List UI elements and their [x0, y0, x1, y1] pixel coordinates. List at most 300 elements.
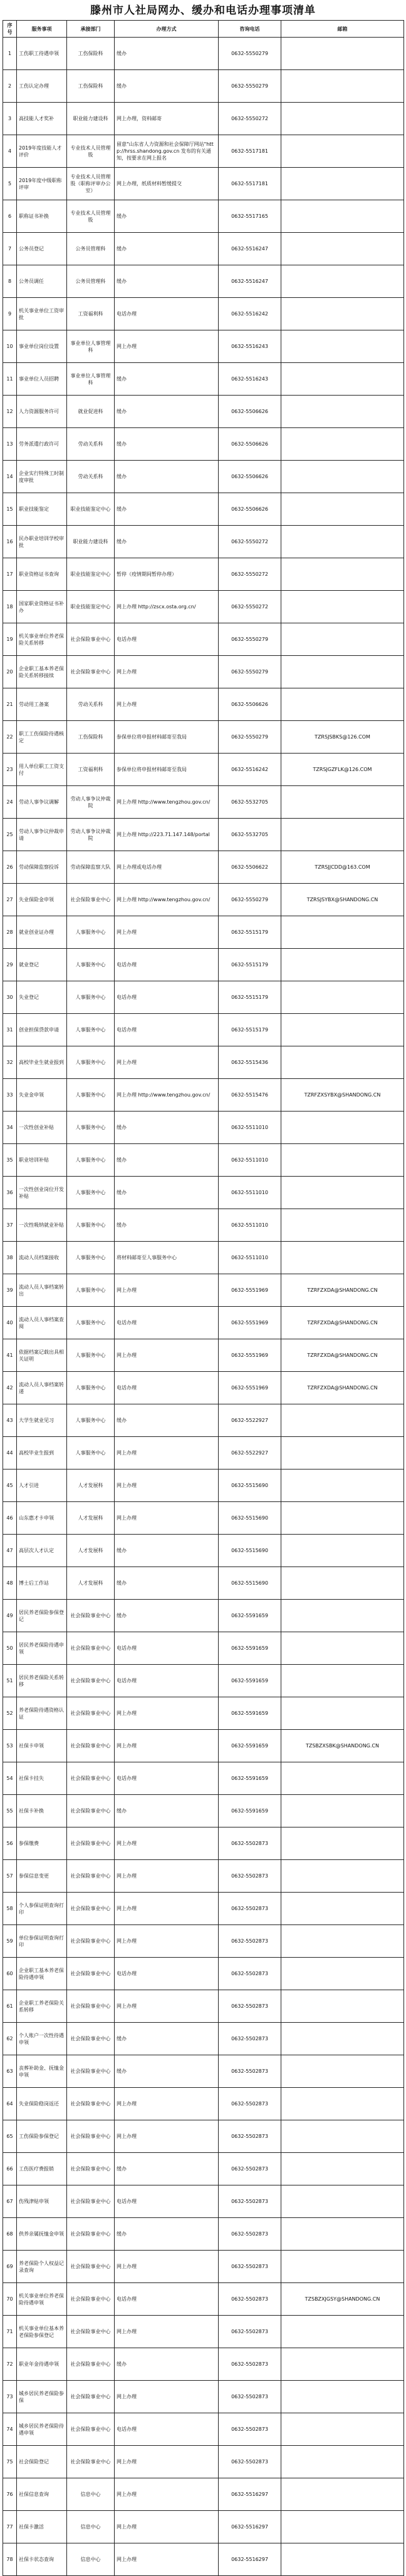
row-number: 75	[3, 2446, 17, 2478]
email	[281, 1242, 404, 1274]
email: TZRSJSYBX@SHANDONG.CN	[281, 884, 404, 916]
email	[281, 786, 404, 819]
row-number: 31	[3, 1014, 17, 1046]
row-number: 7	[3, 233, 17, 265]
email	[281, 38, 404, 70]
table-row	[3, 884, 404, 916]
handling-method: 缓办	[115, 461, 219, 493]
row-number: 65	[3, 2120, 17, 2153]
department: 社会保险事业中心	[67, 1958, 115, 1990]
phone-number: 0632-5511010	[219, 1177, 281, 1209]
service-item: 就业创业证办理	[17, 916, 67, 949]
email	[281, 1600, 404, 1632]
phone-number: 0632-5516242	[219, 754, 281, 786]
phone-number: 0632-5550279	[219, 70, 281, 103]
phone-number: 0632-5550272	[219, 591, 281, 623]
email	[281, 981, 404, 1014]
row-number: 22	[3, 721, 17, 754]
department: 人事服务中心	[67, 1307, 115, 1339]
service-item: 伤残津贴申领	[17, 2185, 67, 2218]
row-number: 34	[3, 1112, 17, 1144]
department: 人事服务中心	[67, 1404, 115, 1437]
handling-method: 电话办理	[115, 1958, 219, 1990]
phone-number: 0632-5551969	[219, 1274, 281, 1307]
service-item: 失业登记	[17, 981, 67, 1014]
table-row	[3, 363, 404, 396]
department: 社会保险事业中心	[67, 1600, 115, 1632]
document-title: 滕州市人社局网办、缓办和电话办理事项清单	[90, 4, 316, 17]
row-number: 5	[3, 168, 17, 200]
email	[281, 1795, 404, 1827]
service-item: 个人账户一次性待遇申领	[17, 2023, 67, 2055]
phone-number: 0632-5515690	[219, 1469, 281, 1502]
table-row	[3, 2413, 404, 2446]
phone-number: 0632-5502873	[219, 2185, 281, 2218]
handling-method: 网上办理	[115, 1990, 219, 2023]
department: 人事服务中心	[67, 1372, 115, 1404]
handling-method: 网上办理	[115, 1339, 219, 1372]
department: 人事服务中心	[67, 1242, 115, 1274]
service-item: 工伤保险参保登记	[17, 2120, 67, 2153]
service-item: 机关事业单位基本养老保险参保登记	[17, 2316, 67, 2348]
service-item: 公务员登记	[17, 233, 67, 265]
department: 职业技能鉴定中心	[67, 493, 115, 526]
department: 社会保险事业中心	[67, 2348, 115, 2381]
email	[281, 1209, 404, 1242]
handling-method: 缓办	[115, 1600, 219, 1632]
phone-number: 0632-5551969	[219, 1372, 281, 1404]
table-row	[3, 2055, 404, 2088]
service-item: 工伤医疗费报销	[17, 2153, 67, 2185]
row-number: 12	[3, 396, 17, 428]
phone-number: 0632-5515476	[219, 1079, 281, 1112]
handling-method: 电话办理	[115, 1762, 219, 1795]
table-row	[3, 526, 404, 558]
department: 社会保险事业中心	[67, 2251, 115, 2283]
email	[281, 200, 404, 233]
service-item: 博士后工作站	[17, 1567, 67, 1600]
service-item: 国家职业资格证书补办	[17, 591, 67, 623]
header-item: 服务事项	[17, 21, 67, 38]
handling-method: 网上办理，纸质材料暂缓提交	[115, 168, 219, 200]
row-number: 41	[3, 1339, 17, 1372]
email	[281, 461, 404, 493]
table-row	[3, 70, 404, 103]
handling-method: 网上办理	[115, 688, 219, 721]
email	[281, 1632, 404, 1665]
handling-method: 电话办理	[115, 2413, 219, 2446]
table-row	[3, 2348, 404, 2381]
page	[3, 0, 403, 2576]
table-row	[3, 1014, 404, 1046]
service-item: 创业担保贷款申请	[17, 1014, 67, 1046]
table-row	[3, 1697, 404, 1730]
department: 社会保险事业中心	[67, 2446, 115, 2478]
service-item: 一次性创业岗位开发补贴	[17, 1177, 67, 1209]
table-row	[3, 1079, 404, 1112]
handling-method: 缓办	[115, 200, 219, 233]
service-item: 居民养老保险关系转移	[17, 1665, 67, 1697]
table-row	[3, 2251, 404, 2283]
service-item: 劳动保障监察投诉	[17, 851, 67, 884]
service-item: 民办职业培训学校审批	[17, 526, 67, 558]
row-number: 32	[3, 1046, 17, 1079]
email	[281, 135, 404, 168]
row-number: 28	[3, 916, 17, 949]
handling-method: 电话办理	[115, 1307, 219, 1339]
table-row	[3, 298, 404, 330]
service-item: 高层次人才认定	[17, 1535, 67, 1567]
phone-number: 0632-5515179	[219, 1014, 281, 1046]
department: 信息中心	[67, 2543, 115, 2576]
service-item: 流动人员人事档案转出	[17, 1274, 67, 1307]
department: 社会保险事业中心	[67, 2316, 115, 2348]
table-row	[3, 168, 404, 200]
handling-method: 缓办	[115, 38, 219, 70]
handling-method: 电话办理	[115, 1665, 219, 1697]
department: 社会保险事业中心	[67, 2218, 115, 2251]
email	[281, 819, 404, 851]
row-number: 33	[3, 1079, 17, 1112]
phone-number: 0632-5522927	[219, 1404, 281, 1437]
phone-number: 0632-5502873	[219, 2381, 281, 2413]
email	[281, 103, 404, 135]
handling-method: 网上办理	[115, 1827, 219, 1860]
service-item: 2019年度中级职称评审	[17, 168, 67, 200]
phone-number: 0632-5516243	[219, 330, 281, 363]
handling-method: 缓办	[115, 2023, 219, 2055]
email	[281, 2088, 404, 2120]
row-number: 58	[3, 1893, 17, 1925]
handling-method: 缓办	[115, 2218, 219, 2251]
row-number: 20	[3, 656, 17, 688]
row-number: 11	[3, 363, 17, 396]
phone-number: 0632-5550272	[219, 526, 281, 558]
email	[281, 916, 404, 949]
row-number: 68	[3, 2218, 17, 2251]
department: 劳动人事争议仲裁院	[67, 819, 115, 851]
service-item: 个人参保证明查询打印	[17, 1893, 67, 1925]
row-number: 14	[3, 461, 17, 493]
service-item: 流动人员人事档案转递	[17, 1372, 67, 1404]
service-item: 工伤认定办理	[17, 70, 67, 103]
row-number: 36	[3, 1177, 17, 1209]
handling-method: 网上办理 http://www.tengzhou.gov.cn/	[115, 1079, 219, 1112]
department: 公务员管理科	[67, 265, 115, 298]
table-row	[3, 1600, 404, 1632]
service-item: 机关事业单位养老保险关系转移	[17, 623, 67, 656]
email	[281, 1014, 404, 1046]
table-row	[3, 1274, 404, 1307]
department: 劳动人事争议仲裁院	[67, 786, 115, 819]
department: 社会保险事业中心	[67, 2120, 115, 2153]
header-mail: 邮箱	[281, 21, 404, 38]
handling-method: 网上办理	[115, 1697, 219, 1730]
table-row	[3, 330, 404, 363]
handling-method: 网上办理或电话办理	[115, 851, 219, 884]
table-row	[3, 1372, 404, 1404]
table-row	[3, 1990, 404, 2023]
department: 社会保险事业中心	[67, 2381, 115, 2413]
phone-number: 0632-5502873	[219, 2218, 281, 2251]
service-item: 养老保险个人权益记录查询	[17, 2251, 67, 2283]
phone-number: 0632-5550279	[219, 721, 281, 754]
row-number: 74	[3, 2413, 17, 2446]
phone-number: 0632-5502873	[219, 1958, 281, 1990]
phone-number: 0632-5516242	[219, 298, 281, 330]
email	[281, 2185, 404, 2218]
service-item: 企业实行特殊工时制度审批	[17, 461, 67, 493]
service-item: 职业资格证书查询	[17, 558, 67, 591]
service-item: 依据档案记载出具相关证明	[17, 1339, 67, 1372]
handling-method: 网上办理	[115, 2478, 219, 2511]
service-item: 城乡居民养老保险待遇申领	[17, 2413, 67, 2446]
department: 人才发展科	[67, 1469, 115, 1502]
table-row	[3, 38, 404, 70]
department: 社会保险事业中心	[67, 1925, 115, 1958]
row-number: 1	[3, 38, 17, 70]
email	[281, 2381, 404, 2413]
department: 社会保险事业中心	[67, 884, 115, 916]
table-row	[3, 1112, 404, 1144]
row-number: 18	[3, 591, 17, 623]
row-number: 37	[3, 1209, 17, 1242]
handling-method: 网上办理	[115, 2446, 219, 2478]
email: TZRSJJCDD@163.COM	[281, 851, 404, 884]
handling-method: 暂停（疫情期间暂停办理）	[115, 558, 219, 591]
department: 人事服务中心	[67, 1437, 115, 1469]
table-row	[3, 1307, 404, 1339]
department: 社会保险事业中心	[67, 1795, 115, 1827]
handling-method: 网上办理	[115, 2251, 219, 2283]
header-how: 办理方式	[115, 21, 219, 38]
row-number: 55	[3, 1795, 17, 1827]
service-item: 公务员调任	[17, 265, 67, 298]
table-row	[3, 1209, 404, 1242]
row-number: 30	[3, 981, 17, 1014]
handling-method: 电话办理	[115, 298, 219, 330]
table-row	[3, 2316, 404, 2348]
email	[281, 591, 404, 623]
email	[281, 1990, 404, 2023]
table-row	[3, 949, 404, 981]
row-number: 13	[3, 428, 17, 461]
row-number: 15	[3, 493, 17, 526]
email: TZRSJSBKS@126.COM	[281, 721, 404, 754]
department: 专业技术人员管理股	[67, 200, 115, 233]
table-row	[3, 2088, 404, 2120]
phone-number: 0632-5502873	[219, 2153, 281, 2185]
email	[281, 1860, 404, 1893]
service-item: 社保卡申领	[17, 1730, 67, 1762]
service-table	[3, 20, 404, 2576]
table-row	[3, 493, 404, 526]
phone-number: 0632-5517181	[219, 168, 281, 200]
table-row	[3, 2381, 404, 2413]
table-row	[3, 2283, 404, 2316]
handling-method: 网上办理	[115, 916, 219, 949]
phone-number: 0632-5516247	[219, 233, 281, 265]
email	[281, 2218, 404, 2251]
table-row	[3, 1242, 404, 1274]
handling-method: 网上办理	[115, 330, 219, 363]
service-item: 人才引进	[17, 1469, 67, 1502]
table-row	[3, 688, 404, 721]
table-row	[3, 981, 404, 1014]
handling-method: 缓办	[115, 363, 219, 396]
phone-number: 0632-5550279	[219, 38, 281, 70]
row-number: 9	[3, 298, 17, 330]
department: 人事服务中心	[67, 1046, 115, 1079]
row-number: 48	[3, 1567, 17, 1600]
handling-method: 网上办理	[115, 1925, 219, 1958]
email	[281, 2446, 404, 2478]
table-row	[3, 1567, 404, 1600]
phone-number: 0632-5506626	[219, 461, 281, 493]
phone-number: 0632-5506626	[219, 396, 281, 428]
phone-number: 0632-5550272	[219, 558, 281, 591]
service-item: 职称证书补换	[17, 200, 67, 233]
phone-number: 0632-5515690	[219, 1567, 281, 1600]
row-number: 54	[3, 1762, 17, 1795]
row-number: 72	[3, 2348, 17, 2381]
phone-number: 0632-5515179	[219, 981, 281, 1014]
service-item: 机关事业单位养老保险待遇申领	[17, 2283, 67, 2316]
handling-method: 缓办	[115, 2055, 219, 2088]
handling-method: 电话办理	[115, 1372, 219, 1404]
service-item: 职业技能鉴定	[17, 493, 67, 526]
department: 事业单位人事管理科	[67, 363, 115, 396]
phone-number: 0632-5502873	[219, 1925, 281, 1958]
phone-number: 0632-5532705	[219, 819, 281, 851]
department: 职业能力建设科	[67, 526, 115, 558]
email	[281, 526, 404, 558]
department: 专业技术人员管理股（职称评审办公室）	[67, 168, 115, 200]
email	[281, 1144, 404, 1177]
handling-method: 网上办理	[115, 656, 219, 688]
department: 工伤保险科	[67, 70, 115, 103]
table-header-row	[3, 21, 404, 38]
handling-method: 网上办理	[115, 2381, 219, 2413]
row-number: 10	[3, 330, 17, 363]
phone-number: 0632-5502873	[219, 1990, 281, 2023]
email	[281, 558, 404, 591]
email	[281, 2478, 404, 2511]
row-number: 59	[3, 1925, 17, 1958]
department: 职业技能鉴定中心	[67, 591, 115, 623]
handling-method: 缓办	[115, 70, 219, 103]
phone-number: 0632-5591659	[219, 1697, 281, 1730]
table-row	[3, 1632, 404, 1665]
service-item: 职工工伤保险待遇核定	[17, 721, 67, 754]
department: 人才发展科	[67, 1567, 115, 1600]
phone-number: 0632-5522927	[219, 1437, 281, 1469]
row-number: 76	[3, 2478, 17, 2511]
phone-number: 0632-5550279	[219, 884, 281, 916]
table-row	[3, 1795, 404, 1827]
email	[281, 656, 404, 688]
department: 工伤保险科	[67, 38, 115, 70]
phone-number: 0632-5502873	[219, 2348, 281, 2381]
handling-method: 网上办理	[115, 2120, 219, 2153]
service-item: 一次性创业补贴	[17, 1112, 67, 1144]
service-item: 大学生就业见习	[17, 1404, 67, 1437]
phone-number: 0632-5591659	[219, 1665, 281, 1697]
row-number: 27	[3, 884, 17, 916]
email	[281, 1469, 404, 1502]
department: 工资福利科	[67, 298, 115, 330]
department: 劳动关系科	[67, 461, 115, 493]
handling-method: 缓办	[115, 1535, 219, 1567]
row-number: 57	[3, 1860, 17, 1893]
handling-method: 缓办	[115, 396, 219, 428]
handling-method: 缓办	[115, 1112, 219, 1144]
row-number: 43	[3, 1404, 17, 1437]
service-item: 企业职工基本养老保险待遇申领	[17, 1958, 67, 1990]
email	[281, 70, 404, 103]
row-number: 25	[3, 819, 17, 851]
row-number: 46	[3, 1502, 17, 1535]
handling-method: 缓办	[115, 2348, 219, 2381]
handling-method: 电话办理	[115, 949, 219, 981]
email	[281, 1697, 404, 1730]
email: TZRFZXDA@SHANDONG.CN	[281, 1307, 404, 1339]
email	[281, 1502, 404, 1535]
row-number: 40	[3, 1307, 17, 1339]
table-row	[3, 233, 404, 265]
email	[281, 1112, 404, 1144]
handling-method: 缓办	[115, 493, 219, 526]
email	[281, 298, 404, 330]
phone-number: 0632-5550279	[219, 656, 281, 688]
table-row	[3, 103, 404, 135]
department: 就业促进科	[67, 396, 115, 428]
handling-method: 网上办理 http://zscx.osta.org.cn/	[115, 591, 219, 623]
email	[281, 2055, 404, 2088]
row-number: 73	[3, 2381, 17, 2413]
table-row	[3, 2543, 404, 2576]
row-number: 2	[3, 70, 17, 103]
row-number: 77	[3, 2511, 17, 2543]
table-row	[3, 786, 404, 819]
row-number: 67	[3, 2185, 17, 2218]
department: 工伤保险科	[67, 721, 115, 754]
table-row	[3, 656, 404, 688]
table-row	[3, 200, 404, 233]
phone-number: 0632-5516297	[219, 2543, 281, 2576]
service-item: 社会保险登记	[17, 2446, 67, 2478]
service-item: 高技能人才奖补	[17, 103, 67, 135]
table-row	[3, 1925, 404, 1958]
department: 社会保险事业中心	[67, 2055, 115, 2088]
phone-number: 0632-5551969	[219, 1307, 281, 1339]
email	[281, 949, 404, 981]
row-number: 4	[3, 135, 17, 168]
row-number: 35	[3, 1144, 17, 1177]
handling-method: 网上办理 http://223.71.147.148/portal	[115, 819, 219, 851]
row-number: 69	[3, 2251, 17, 2283]
department: 人事服务中心	[67, 1274, 115, 1307]
table-row	[3, 1893, 404, 1925]
phone-number: 0632-5502873	[219, 2055, 281, 2088]
department: 社会保险事业中心	[67, 1827, 115, 1860]
department: 社会保险事业中心	[67, 1730, 115, 1762]
email	[281, 2153, 404, 2185]
handling-method: 网上办理	[115, 1860, 219, 1893]
table-row	[3, 1144, 404, 1177]
email: TZRSJGZFLK@126.COM	[281, 754, 404, 786]
phone-number: 0632-5502873	[219, 2283, 281, 2316]
